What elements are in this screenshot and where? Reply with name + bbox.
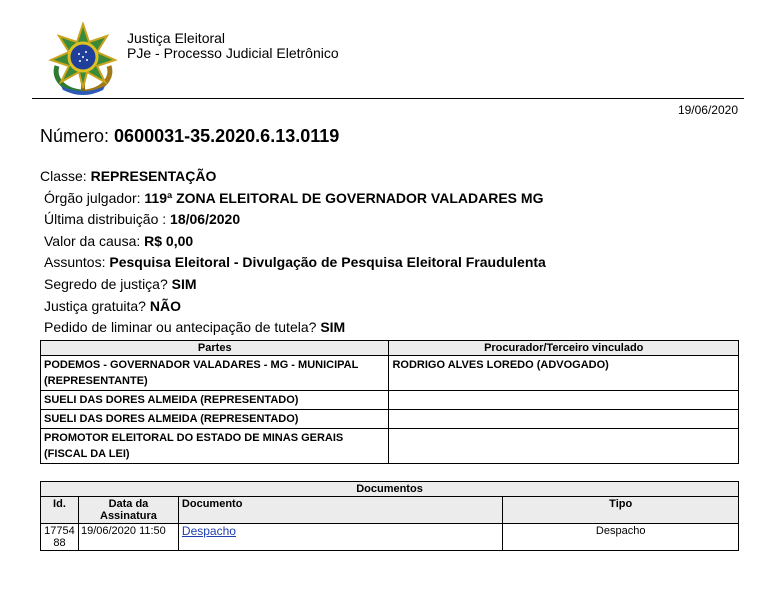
process-info	[40, 166, 546, 339]
column-header: Id.	[41, 497, 79, 524]
document-link[interactable]: Despacho	[181, 524, 236, 538]
doc-link-cell	[178, 524, 502, 551]
attorney-cell	[389, 429, 739, 464]
info-valor	[40, 231, 546, 253]
info-classe	[40, 166, 546, 188]
doc-type-cell: Despacho	[503, 524, 739, 551]
info-value: Pesquisa Eleitoral - Divulgação de Pesquisa Eleitoral Fraudulenta	[109, 254, 546, 271]
table-row	[41, 429, 739, 464]
info-label: Valor da causa:	[44, 232, 141, 249]
info-value: NÃO	[149, 297, 181, 314]
partes-header-row	[41, 341, 739, 356]
documentos-title-row	[41, 482, 739, 497]
info-label: Órgão julgador:	[44, 189, 141, 206]
info-label: Última distribuição :	[44, 211, 167, 228]
info-value: SIM	[320, 319, 346, 336]
info-value: REPRESENTAÇÃO	[90, 168, 217, 184]
documentos-title: Documentos	[41, 482, 739, 497]
table-row	[41, 391, 739, 410]
process-number-value: 0600031-35.2020.6.13.0119	[114, 126, 340, 146]
party-cell: SUELI DAS DORES ALMEIDA (REPRESENTADO)	[41, 391, 389, 410]
attorney-cell	[389, 410, 739, 429]
info-liminar	[40, 317, 546, 339]
column-header: Documento	[178, 497, 502, 524]
document-date: 19/06/2020	[677, 103, 738, 117]
info-label: Classe:	[40, 168, 87, 184]
documentos-table	[40, 481, 739, 551]
party-cell: SUELI DAS DORES ALMEIDA (REPRESENTADO)	[41, 410, 389, 429]
column-header: Partes	[41, 341, 389, 356]
info-value: SIM	[171, 275, 197, 292]
party-cell: PROMOTOR ELEITORAL DO ESTADO DE MINAS GERAIS (FISCAL DA LEI)	[41, 429, 389, 464]
column-header: Data da Assinatura	[78, 497, 178, 524]
table-row	[41, 356, 739, 391]
attorney-cell: RODRIGO ALVES LOREDO (ADVOGADO)	[389, 356, 739, 391]
party-cell: PODEMOS - GOVERNADOR VALADARES - MG - MUNICIPAL (REPRESENTANTE)	[41, 356, 389, 391]
process-number	[40, 126, 339, 147]
info-value: 119ª ZONA ELEITORAL DE GOVERNADOR VALADARES MG	[144, 189, 544, 206]
info-distribuicao	[40, 209, 546, 231]
process-number-label: Número:	[40, 126, 110, 146]
doc-id-cell: 1775488	[41, 524, 79, 551]
header-divider	[32, 98, 744, 99]
doc-date-cell: 19/06/2020 11:50	[78, 524, 178, 551]
info-orgao	[40, 188, 546, 210]
attorney-cell	[389, 391, 739, 410]
info-assuntos	[40, 252, 546, 274]
info-gratuita	[40, 296, 546, 318]
brazil-coat-of-arms-icon	[47, 22, 119, 96]
column-header: Procurador/Terceiro vinculado	[389, 341, 739, 356]
info-segredo	[40, 274, 546, 296]
documentos-header-row	[41, 497, 739, 524]
info-label: Justiça gratuita?	[44, 297, 146, 314]
org-header	[127, 31, 339, 61]
system-name: PJe - Processo Judicial Eletrônico	[127, 45, 339, 61]
table-row	[41, 410, 739, 429]
table-row	[41, 524, 739, 551]
info-label: Pedido de liminar ou antecipação de tutela?	[44, 319, 317, 336]
info-label: Segredo de justiça?	[44, 275, 168, 292]
partes-table	[40, 340, 739, 464]
info-label: Assuntos:	[44, 254, 106, 271]
info-value: 18/06/2020	[170, 211, 241, 228]
info-value: R$ 0,00	[144, 232, 194, 249]
org-name: Justiça Eleitoral	[127, 30, 226, 46]
column-header: Tipo	[503, 497, 739, 524]
